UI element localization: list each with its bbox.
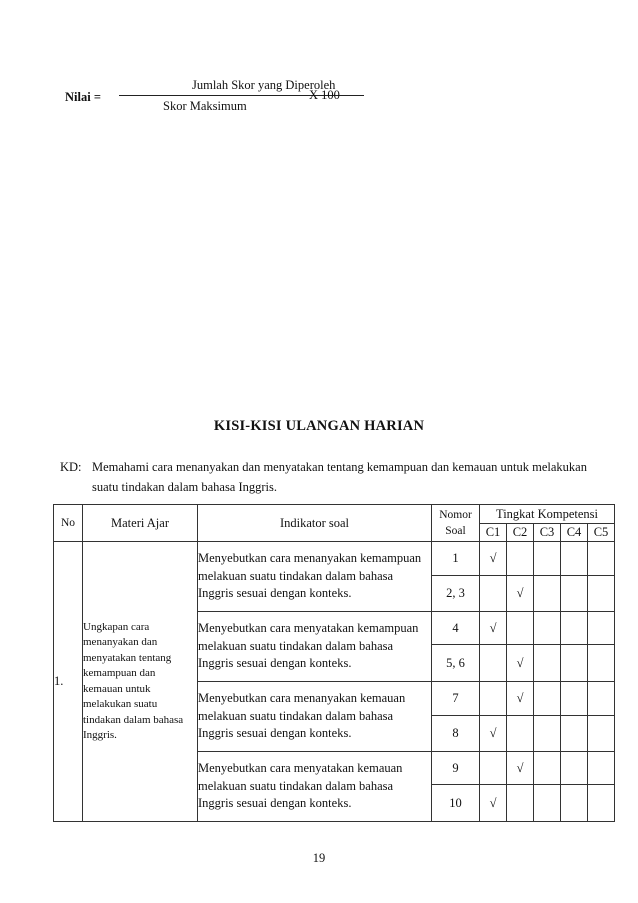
- check-c2: √: [507, 682, 534, 716]
- header-level-c1: C1: [480, 524, 507, 542]
- header-indikator: Indikator soal: [198, 505, 432, 542]
- check-c3: [534, 542, 561, 576]
- check-c2: [507, 785, 534, 822]
- check-c3: [534, 612, 561, 645]
- indikator-cell: Menyebutkan cara menyatakan kemampuan melakuan suatu tindakan dalam bahasa Inggris sesuai dengan konteks.: [198, 612, 432, 682]
- kd-label: KD:: [60, 460, 82, 474]
- nomor-soal-cell: 9: [432, 752, 480, 785]
- check-c3: [534, 576, 561, 612]
- nomor-soal-cell: 4: [432, 612, 480, 645]
- formula-label: Nilai =: [65, 90, 101, 104]
- check-c1: [480, 645, 507, 682]
- check-c4: [561, 682, 588, 716]
- check-c2: √: [507, 645, 534, 682]
- formula-denominator: Skor Maksimum: [163, 99, 247, 113]
- check-c3: [534, 682, 561, 716]
- check-c5: [588, 716, 615, 752]
- check-c3: [534, 785, 561, 822]
- header-nomor-soal: Nomor Soal: [432, 505, 480, 542]
- check-c2: [507, 612, 534, 645]
- header-tingkat-kompetensi: Tingkat Kompetensi: [480, 505, 615, 524]
- check-c1: [480, 752, 507, 785]
- formula-multiplier: X 100: [309, 88, 340, 102]
- check-c3: [534, 645, 561, 682]
- check-c1: √: [480, 716, 507, 752]
- nomor-soal-cell: 8: [432, 716, 480, 752]
- score-formula: [64, 78, 384, 118]
- check-c5: [588, 785, 615, 822]
- check-c2: √: [507, 576, 534, 612]
- header-no: No: [54, 505, 83, 542]
- check-c1: √: [480, 612, 507, 645]
- page-number: 19: [312, 851, 326, 865]
- check-c3: [534, 752, 561, 785]
- page-title: KISI-KISI ULANGAN HARIAN: [213, 418, 425, 434]
- check-c4: [561, 645, 588, 682]
- check-c4: [561, 752, 588, 785]
- formula-numerator: Jumlah Skor yang Diperoleh: [192, 78, 336, 92]
- header-materi: Materi Ajar: [83, 505, 198, 542]
- materi-cell: Ungkapan cara menanyakan dan menyatakan tentang kemampuan dan kemauan untuk melakukan suatu tindakan dalam bahasa Inggris.: [83, 542, 198, 822]
- check-c1: √: [480, 785, 507, 822]
- check-c2: [507, 542, 534, 576]
- check-c5: [588, 682, 615, 716]
- nomor-soal-cell: 5, 6: [432, 645, 480, 682]
- check-c1: [480, 576, 507, 612]
- check-c4: [561, 576, 588, 612]
- nomor-soal-cell: 2, 3: [432, 576, 480, 612]
- check-c4: [561, 542, 588, 576]
- table-row: [54, 542, 615, 576]
- nomor-soal-cell: 7: [432, 682, 480, 716]
- kd-text: Memahami cara menanyakan dan menyatakan tentang kemampuan dan kemauan untuk melakukan suatu tindakan dalam bahasa Inggris.: [92, 460, 587, 494]
- nomor-soal-cell: 10: [432, 785, 480, 822]
- indikator-cell: Menyebutkan cara menanyakan kemampuan melakuan suatu tindakan dalam bahasa Inggris sesuai dengan konteks.: [198, 542, 432, 612]
- kisi-kisi-table: [53, 504, 615, 822]
- check-c1: [480, 682, 507, 716]
- check-c4: [561, 785, 588, 822]
- check-c4: [561, 716, 588, 752]
- header-level-c3: C3: [534, 524, 561, 542]
- header-level-c5: C5: [588, 524, 615, 542]
- row-number: 1.: [54, 542, 83, 822]
- indikator-cell: Menyebutkan cara menyatakan kemauan melakuan suatu tindakan dalam bahasa Inggris sesuai dengan konteks.: [198, 752, 432, 822]
- header-level-c4: C4: [561, 524, 588, 542]
- check-c5: [588, 752, 615, 785]
- check-c1: √: [480, 542, 507, 576]
- check-c2: [507, 716, 534, 752]
- check-c3: [534, 716, 561, 752]
- header-level-c2: C2: [507, 524, 534, 542]
- check-c5: [588, 542, 615, 576]
- check-c5: [588, 612, 615, 645]
- indikator-cell: Menyebutkan cara menanyakan kemauan melakuan suatu tindakan dalam bahasa Inggris sesuai dengan konteks.: [198, 682, 432, 752]
- nomor-soal-cell: 1: [432, 542, 480, 576]
- check-c5: [588, 576, 615, 612]
- check-c5: [588, 645, 615, 682]
- check-c4: [561, 612, 588, 645]
- check-c2: √: [507, 752, 534, 785]
